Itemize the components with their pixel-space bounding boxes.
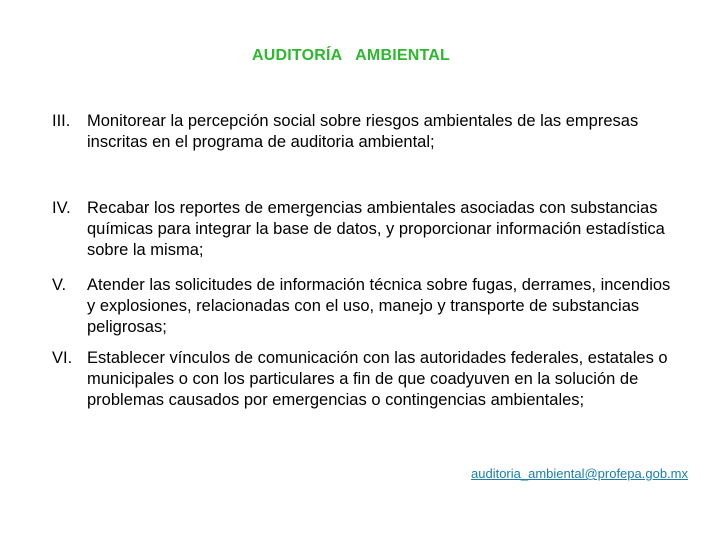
list-item	[52, 348, 672, 411]
item-text: Monitorear la percepción social sobre riesgos ambientales de las empresas inscritas en el programa de auditoria ambiental;	[87, 112, 639, 151]
item-text: Establecer vínculos de comunicación con las autoridades federales, estatales o municipales o con los particulares a fin de que coadyuven en la solución de problemas causados por emergencias o contingencias ambientales;	[87, 349, 668, 409]
list-item	[52, 111, 672, 153]
item-number: VI.	[52, 349, 73, 367]
list-item	[52, 198, 672, 261]
item-text: Recabar los reportes de emergencias ambientales asociadas con substancias químicas para integrar la base de datos, y proporcionar información estadística sobre la misma;	[87, 199, 665, 259]
list-item	[52, 275, 672, 338]
email-link[interactable]: auditoria_ambiental@profepa.gob.mx	[471, 466, 688, 481]
item-text: Atender las solicitudes de información técnica sobre fugas, derrames, incendios y explosiones, relacionadas con el uso, manejo y transporte de substancias peligrosas;	[87, 276, 671, 336]
item-number: V.	[52, 276, 67, 294]
item-number: IV.	[52, 199, 71, 217]
item-number: III.	[52, 112, 71, 130]
slide-title: AUDITORÍA AMBIENTAL	[252, 47, 450, 64]
